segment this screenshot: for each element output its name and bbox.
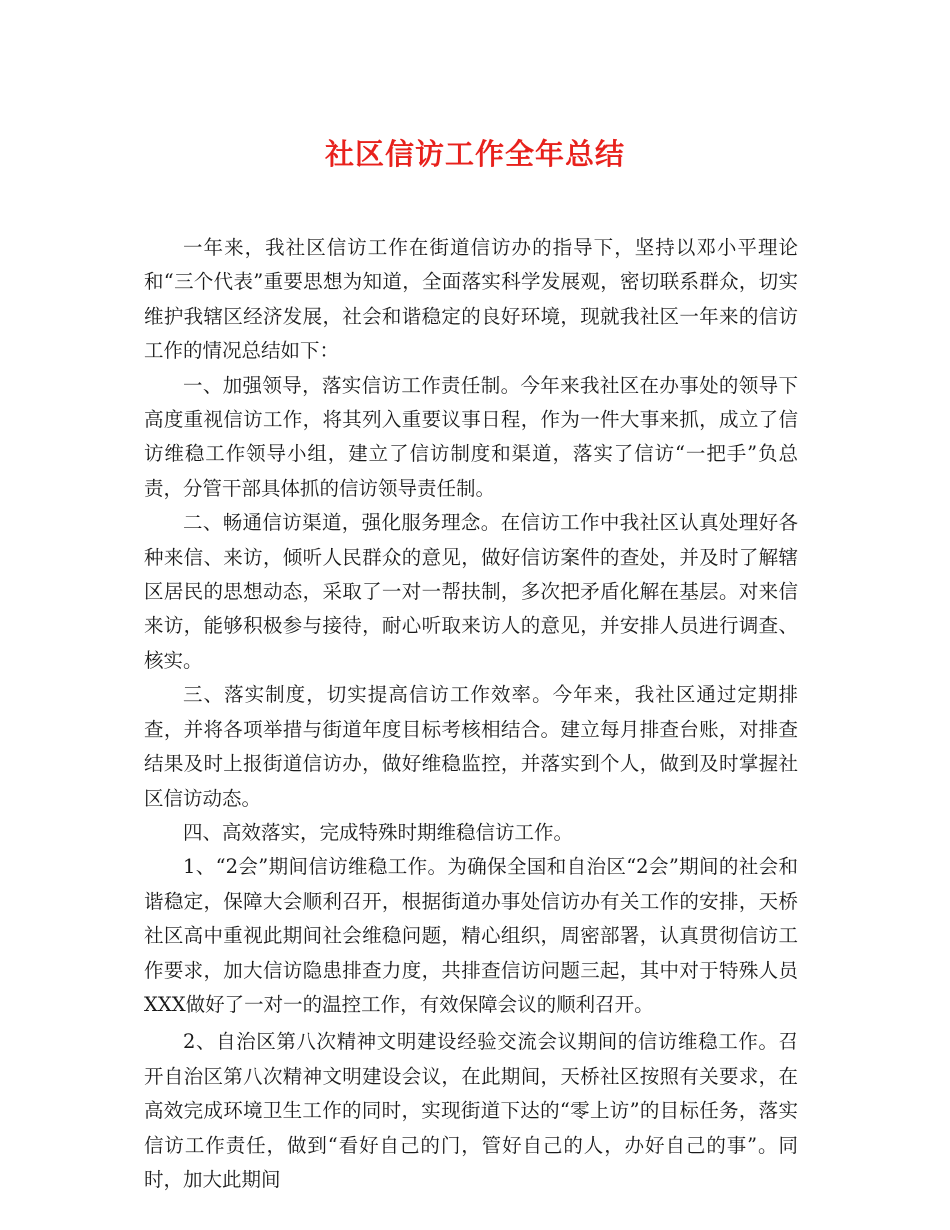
paragraph-item-1: 1、“2会”期间信访维稳工作。为确保全国和自治区“2会”期间的社会和谐稳定，保障大会顺利召开，根据街道办事处信访办有关工作的安排，天桥社区高中重视此期间社会维稳问题，精心组织，周密部署，认真贯彻信访工作要求，加大信访隐患排查力度，共排查信访问题三起，其中对于特殊人员XXX做好了一对一的温控工作，有效保障会议的顺利召开。: [144, 855, 798, 1016]
paragraph-section-1: 一、加强领导，落实信访工作责任制。今年来我社区在办事处的领导下高度重视信访工作，将其列入重要议事日程，作为一件大事来抓，成立了信访维稳工作领导小组，建立了信访制度和渠道，落实了信访“一把手”负总责，分管干部具体抓的信访领导责任制。: [144, 373, 798, 500]
paragraph-section-4: 四、高效落实，完成特殊时期维稳信访工作。: [183, 820, 574, 844]
document-body: [144, 231, 798, 1197]
document-title: 社区信访工作全年总结: [324, 137, 625, 171]
paragraph-section-3: 三、落实制度，切实提高信访工作效率。今年来，我社区通过定期排查，并将各项举措与街道年度目标考核相结合。建立每月排查台账，对排查结果及时上报街道信访办，做好维稳监控，并落实到个人，做到及时掌握社区信访动态。: [144, 683, 798, 810]
paragraph-item-2: 2、自治区第八次精神文明建设经验交流会议期间的信访维稳工作。召开自治区第八次精神文明建设会议，在此期间，天桥社区按照有关要求，在高效完成环境卫生工作的同时，实现街道下达的“零上访”的目标任务，落实信访工作责任，做到“看好自己的门，管好自己的人，办好自己的事”。同时，加大此期间: [144, 1030, 798, 1191]
paragraph-section-2: 二、畅通信访渠道，强化服务理念。在信访工作中我社区认真处理好各种来信、来访，倾听人民群众的意见，做好信访案件的查处，并及时了解辖区居民的思想动态，采取了一对一帮扶制，多次把矛盾化解在基层。对来信来访，能够积极参与接待，耐心听取来访人的意见，并安排人员进行调查、核实。: [144, 511, 798, 672]
paragraph-intro: 一年来，我社区信访工作在街道信访办的指导下，坚持以邓小平理论和“三个代表”重要思想为知道，全面落实科学发展观，密切联系群众，切实维护我辖区经济发展，社会和谐稳定的良好环境，现就我社区一年来的信访工作的情况总结如下：: [144, 236, 798, 363]
